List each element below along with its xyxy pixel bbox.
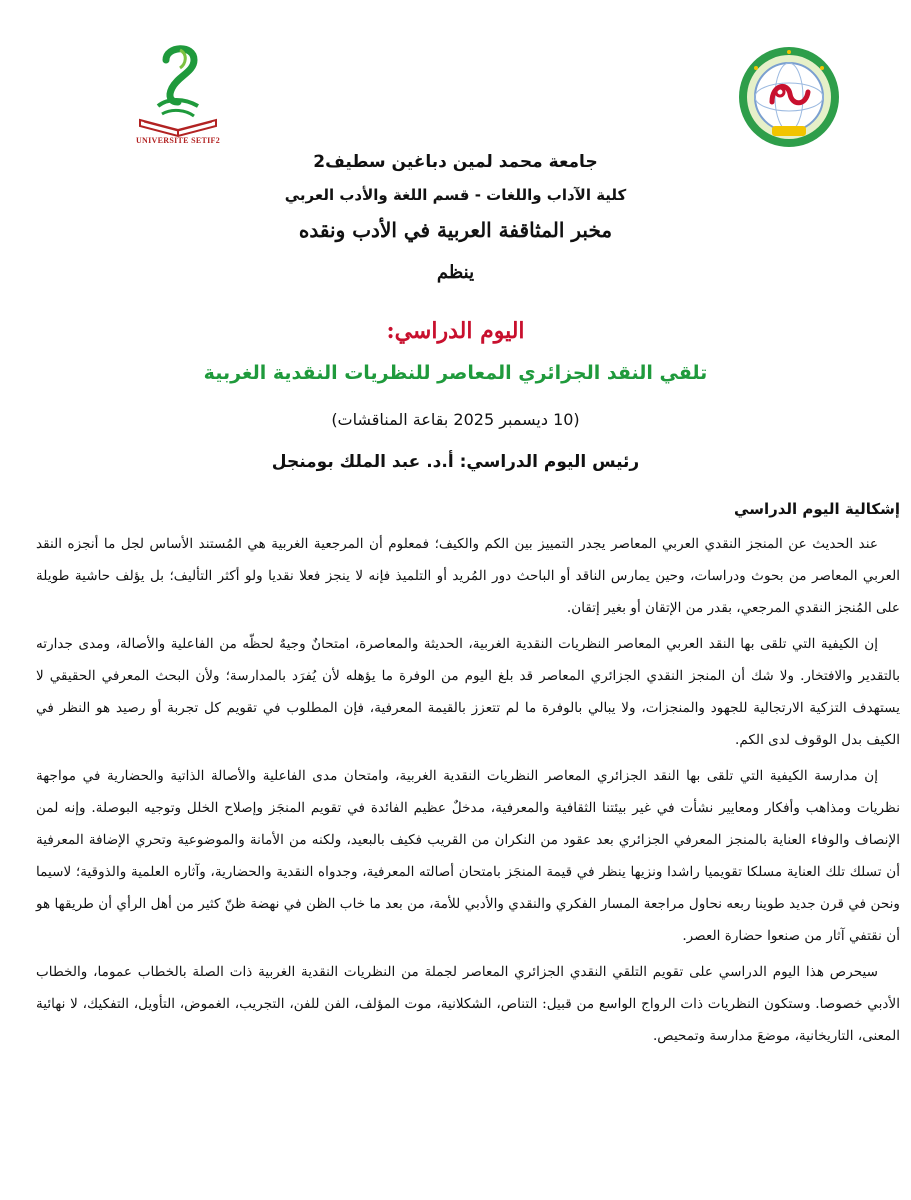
study-day-chair: رئيس اليوم الدراسي: أ.د. عبد الملك بومنجل	[271, 452, 640, 472]
section-title: إشكالية اليوم الدراسي	[734, 500, 900, 518]
paragraph: عند الحديث عن المنجز النقدي العربي المعاصر يجدر التمييز بين الكم والكيف؛ فمعلوم أن المرجعية الغربية هي المُستند الأساس لجل ما أنجزه النقد العربي المعاصر من بحوث ودراسات، وحين يمارس الناقد أو الباحث دور المُريد أو التلميذ فإنه لا ينجز فعلا نقديا ولو أكثر التأليف؛ بل يؤلف حاشية طويلة على المُنجز النقدي المرجعي، بقدر من الإتقان أو بغير إتقان.	[36, 536, 900, 616]
organizes-label: ينظم	[436, 262, 475, 283]
university-name: جامعة محمد لمين دباغين سطيف2	[313, 152, 598, 172]
faculty-department: كلية الآداب واللغات - قسم اللغة والأدب العربي	[284, 186, 627, 204]
lab-name: مخبر المثاقفة العربية في الأدب ونقده	[298, 218, 613, 242]
paragraph: إن الكيفية التي تلقى بها النقد العربي المعاصر النظريات النقدية الغربية، الحديثة والمعاصرة، امتحانٌ وجيهٌ لحظّه من الفاعلية والأصالة، ومدى جدارته بالتقدير والافتخار. ولا شك أن المنجز النقدي الجزائري المعاصر قد بلغ اليوم من الوفرة ما يؤهله لأن يُفرَد بالمدارسة؛ ولأن البحث المعرفي الحقيقي لا يستهدف التزكية الارتجالية للجهود والمنجزات، ولا يبالي بالوفرة ما لم تتعزز بالقيمة المعرفية، فإن المطلوب في تقويم كل تجربة أو رصيد هو النظر في الكيف بدل الوقوف لدى الكم.	[36, 636, 900, 748]
paragraph: إن مدارسة الكيفية التي تلقى بها النقد الجزائري المعاصر النظريات النقدية الغربية، وامتحان مدى الفاعلية والأصالة الذاتية والحضارية في مواجهة نظريات ومذاهب وأفكار ومعايير نشأت في غير بيئتنا الثقافية والمعرفية، مدخلٌ عظيم الفائدة في تقويم المنجَز وإصلاح الخلل وتوجيه البوصلة. وإنه لمن الإنصاف والوفاء العناية بالمنجز المعرفي الجزائري بعد عقود من النكران من القريب فكيف بالبعيد، ولكنه من الأمانة والموضوعية وتحري الإضافة المعرفية أن تسلك تلك العناية مسلكا تقويميا راشدا ونزيها ينظر في قيمة المنجَز بامتحان أصالته المعرفية، وجدواه النقدية والحضارية، وآثاره العلمية والذوقية؛ لاسيما ونحن في قرن جديد طوينا ربعه نحاول مراجعة المسار الفكري والنقدي والأدبي للأمة، من بعد ما خاب الظن في نهضة ظنّ كثير من أهل الرأي أن طريقها هو أن نقتفي آثار من صنعوا حضارة العصر.	[36, 768, 900, 944]
study-day-label: اليوم الدراسي:	[386, 318, 525, 344]
document-body	[36, 494, 900, 1056]
paragraph: سيحرص هذا اليوم الدراسي على تقويم التلقي النقدي الجزائري المعاصر لجملة من النظريات النقدية الغربية ذات الصلة بالخطاب عموما، والخطاب الأدبي خصوصا. وستكون النظريات ذات الرواج الواسع من قبيل: التناص، الشكلانية، موت المؤلف، الفن للفن، التجريب، الغموض، التأويل، التفكيك، لا نهائية المعنى، التاريخانية، موضعَ مدارسة وتمحيص.	[36, 964, 900, 1044]
lab-arab-acculturation-logo-icon	[736, 44, 842, 150]
study-day-theme: تلقي النقد الجزائري المعاصر للنظريات النقدية الغربية	[203, 362, 708, 384]
date-venue: (10 ديسمبر 2025 بقاعة المناقشات)	[331, 410, 580, 429]
university-logo-caption: UNIVERSITE SETIF2	[135, 136, 220, 145]
